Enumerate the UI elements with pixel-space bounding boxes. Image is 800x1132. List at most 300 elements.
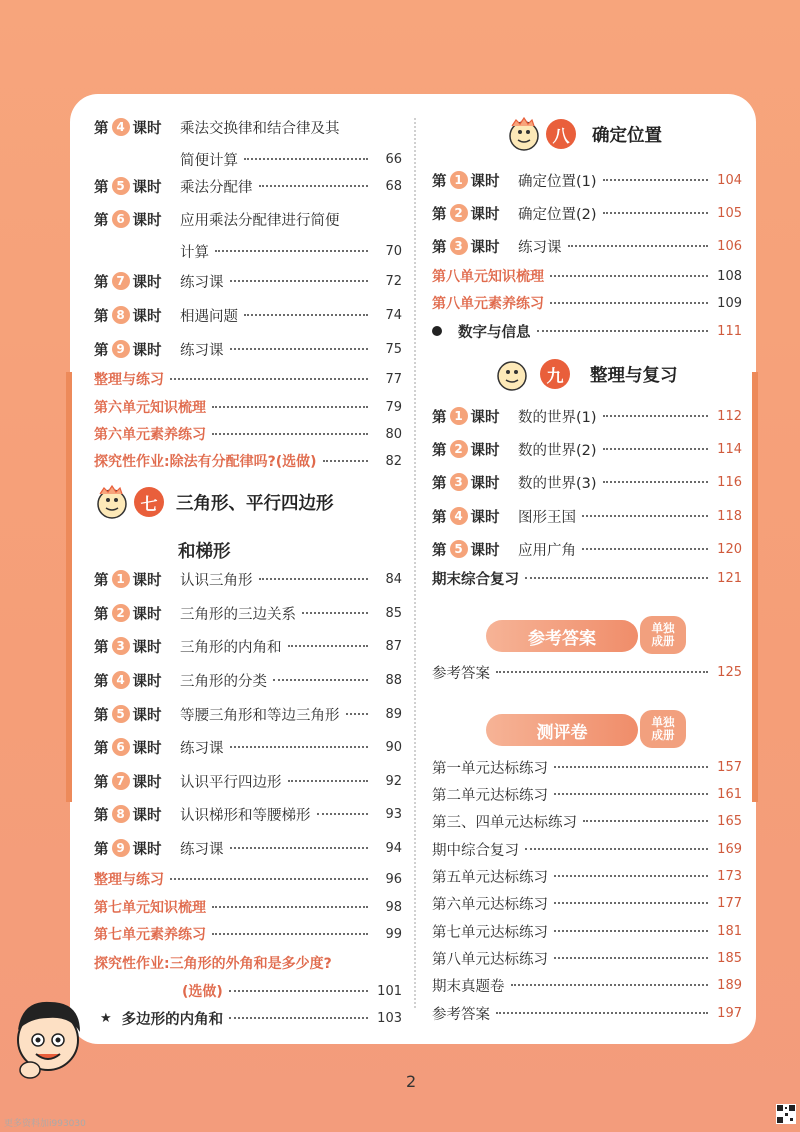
page-number: 120	[717, 541, 742, 557]
tag-line2: 成册	[651, 634, 675, 648]
dot-leader	[212, 933, 368, 935]
bullet-icon	[432, 326, 442, 336]
lesson-suffix: 课时	[470, 442, 500, 459]
page-number: 99	[385, 926, 402, 942]
answers-separate-tag	[640, 616, 686, 654]
toc-row	[94, 448, 402, 474]
qr-code-icon	[776, 1104, 796, 1124]
toc-entry-title: 三角形的内角和	[180, 639, 282, 656]
toc-entry-title: 等腰三角形和等边三角形	[180, 707, 340, 724]
tag-line1: 单独	[651, 621, 675, 635]
lesson-label	[94, 737, 180, 758]
toc-row	[432, 781, 742, 807]
lesson-suffix: 课时	[132, 274, 162, 291]
lesson-prefix: 第	[94, 606, 109, 623]
dot-leader	[212, 906, 368, 908]
lesson-label	[94, 771, 180, 792]
lesson-label	[94, 838, 180, 859]
lesson-prefix: 第	[432, 442, 447, 459]
lesson-number-badge: 4	[112, 118, 130, 136]
lesson-number-badge: 2	[450, 204, 468, 222]
dot-leader	[496, 1012, 708, 1014]
lesson-suffix: 课时	[132, 342, 162, 359]
page-number: 108	[717, 268, 742, 284]
page-number: 92	[385, 773, 402, 789]
lesson-label	[94, 176, 180, 197]
lesson-number-badge: 1	[450, 171, 468, 189]
dot-leader	[582, 515, 708, 517]
lesson-number-badge: 2	[112, 604, 130, 622]
lesson-number-badge: 9	[112, 340, 130, 358]
lesson-prefix: 第	[94, 342, 109, 359]
lesson-prefix: 第	[432, 509, 447, 526]
page-number: 114	[717, 441, 742, 457]
lesson-label	[432, 170, 518, 191]
test-section-pill: 测评卷	[486, 714, 638, 746]
lesson-suffix: 课时	[132, 841, 162, 858]
toc-entry-title: 第六单元素养练习	[94, 427, 206, 443]
lesson-suffix: 课时	[132, 120, 162, 137]
lesson-label	[94, 569, 180, 590]
toc-row	[432, 945, 742, 971]
lesson-number-badge: 6	[112, 738, 130, 756]
dot-leader	[230, 746, 369, 748]
page-number: 98	[385, 899, 402, 915]
lesson-label	[94, 603, 180, 624]
page-number: 94	[385, 840, 402, 856]
page-number: 177	[717, 895, 742, 911]
lesson-label	[432, 406, 518, 427]
dot-leader	[212, 433, 368, 435]
right-accent-bar	[752, 372, 758, 802]
unit7-badge: 七	[134, 487, 164, 517]
dot-leader	[554, 793, 708, 795]
dot-leader	[346, 713, 369, 715]
dot-leader	[582, 548, 708, 550]
page-number: 74	[385, 307, 402, 323]
lesson-label	[432, 506, 518, 527]
lesson-label	[94, 305, 180, 326]
lesson-suffix: 课时	[470, 173, 500, 190]
toc-entry-title: 认识梯形和等腰梯形	[180, 807, 311, 824]
lesson-suffix: 课时	[132, 572, 162, 589]
lesson-prefix: 第	[432, 542, 447, 559]
lesson-suffix: 课时	[470, 475, 500, 492]
lesson-prefix: 第	[432, 475, 447, 492]
toc-row	[432, 469, 742, 495]
lesson-number-badge: 3	[450, 473, 468, 491]
toc-row	[432, 436, 742, 462]
toc-entry-title: 第八单元素养练习	[432, 296, 544, 312]
toc-row	[94, 835, 402, 861]
toc-row	[432, 836, 742, 862]
lesson-number-badge: 1	[112, 570, 130, 588]
toc-row	[432, 403, 742, 429]
lesson-number-badge: 4	[112, 671, 130, 689]
toc-entry-title: 第一单元达标练习	[432, 760, 548, 777]
page-number: 173	[717, 868, 742, 884]
toc-entry-title: 确定位置(1)	[518, 173, 597, 190]
tag-line1: 单独	[651, 715, 675, 729]
dot-leader	[170, 378, 368, 380]
toc-row	[94, 394, 402, 420]
dot-leader	[537, 330, 709, 332]
toc-row	[94, 268, 402, 294]
page-number: 101	[377, 983, 402, 999]
toc-row	[94, 734, 402, 760]
page-number: 85	[385, 605, 402, 621]
toc-row	[432, 808, 742, 834]
toc-row	[432, 972, 742, 998]
unit7-header	[92, 480, 334, 524]
lesson-suffix: 课时	[132, 673, 162, 690]
lesson-suffix: 课时	[470, 409, 500, 426]
page-number: 2	[406, 1072, 417, 1091]
answers-section-pill: 参考答案	[486, 620, 638, 652]
lesson-suffix: 课时	[470, 542, 500, 559]
dot-leader	[302, 612, 368, 614]
lesson-suffix: 课时	[132, 179, 162, 196]
toc-row	[432, 503, 742, 529]
toc-row-continuation	[180, 146, 402, 172]
page-number: 161	[717, 786, 742, 802]
dot-leader	[550, 302, 708, 304]
toc-entry-title: 多边形的内角和	[121, 1011, 224, 1028]
dot-leader	[554, 930, 708, 932]
lesson-prefix: 第	[94, 707, 109, 724]
page-number: 121	[717, 570, 742, 586]
toc-row	[94, 701, 402, 727]
toc-entry-title: 第五单元达标练习	[432, 869, 548, 886]
unit9-title: 整理与复习	[590, 365, 678, 386]
dot-leader	[288, 645, 369, 647]
page-number: 90	[385, 739, 402, 755]
lesson-prefix: 第	[94, 212, 109, 229]
toc-entry-title: 认识平行四边形	[180, 774, 282, 791]
toc-row	[94, 768, 402, 794]
toc-entry-title: 练习课	[518, 239, 562, 256]
toc-entry-title: 第六单元达标练习	[432, 896, 548, 913]
toc-row	[94, 114, 402, 140]
page-number: 109	[717, 295, 742, 311]
toc-entry-title: 数的世界(3)	[518, 475, 597, 492]
lesson-suffix: 课时	[470, 206, 500, 223]
dot-leader	[603, 212, 708, 214]
lesson-suffix: 课时	[470, 509, 500, 526]
toc-row	[432, 233, 742, 259]
lesson-label	[94, 636, 180, 657]
toc-entry-title: 数的世界(2)	[518, 442, 597, 459]
page-number: 169	[717, 841, 742, 857]
lesson-number-badge: 3	[112, 637, 130, 655]
toc-row	[94, 801, 402, 827]
lesson-label	[432, 439, 518, 460]
toc-entry-title: 三角形的分类	[180, 673, 267, 690]
toc-entry-title: 整理与练习	[94, 872, 164, 888]
unit7-title: 三角形、平行四边形	[176, 493, 334, 514]
dinosaur-mascot-icon	[492, 352, 534, 396]
dot-leader	[554, 957, 708, 959]
dot-leader	[603, 481, 708, 483]
unit7-title-line2: 和梯形	[178, 542, 231, 562]
lesson-number-badge: 5	[112, 177, 130, 195]
dot-leader	[603, 448, 708, 450]
lesson-prefix: 第	[94, 807, 109, 824]
lesson-prefix: 第	[94, 740, 109, 757]
lesson-number-badge: 4	[450, 507, 468, 525]
toc-row	[432, 754, 742, 780]
toc-entry-title-cont: 计算	[180, 244, 209, 261]
lesson-number-badge: 2	[450, 440, 468, 458]
toc-entry-title: 应用乘法分配律进行简便	[180, 212, 340, 229]
toc-row	[100, 1005, 402, 1031]
boy-mascot-icon	[0, 988, 96, 1088]
page-number: 181	[717, 923, 742, 939]
lesson-prefix: 第	[94, 774, 109, 791]
dot-leader	[603, 179, 708, 181]
lesson-suffix: 课时	[132, 639, 162, 656]
dot-leader	[525, 848, 708, 850]
toc-entry-title: 乘法交换律和结合律及其	[180, 120, 340, 137]
dot-leader	[230, 847, 369, 849]
dot-leader	[273, 679, 368, 681]
lesson-label	[94, 209, 180, 230]
lesson-number-badge: 8	[112, 306, 130, 324]
page-number: 189	[717, 977, 742, 993]
unit8-badge: 八	[546, 119, 576, 149]
toc-entry-title: 第七单元素养练习	[94, 927, 206, 943]
toc-entry-title: 三角形的三边关系	[180, 606, 296, 623]
toc-row	[94, 421, 402, 447]
toc-row	[94, 173, 402, 199]
toc-entry-title: 相遇问题	[180, 308, 238, 325]
dot-leader	[603, 415, 708, 417]
lesson-number-badge: 3	[450, 237, 468, 255]
page-number: 116	[717, 474, 742, 490]
toc-row	[94, 866, 402, 892]
page-number: 165	[717, 813, 742, 829]
lesson-prefix: 第	[432, 206, 447, 223]
page-number: 70	[385, 243, 402, 259]
toc-row	[94, 366, 402, 392]
toc-entry-title: 第六单元知识梳理	[94, 400, 206, 416]
toc-entry-title: 练习课	[180, 841, 224, 858]
dinosaur-mascot-icon	[504, 112, 546, 156]
page-number: 84	[385, 571, 402, 587]
lesson-prefix: 第	[94, 673, 109, 690]
page-number: 68	[385, 178, 402, 194]
toc-entry-title: 第八单元达标练习	[432, 951, 548, 968]
lesson-prefix: 第	[94, 639, 109, 656]
dot-leader	[215, 250, 368, 252]
toc-entry-title: 确定位置(2)	[518, 206, 597, 223]
toc-entry-title: 乘法分配律	[180, 179, 253, 196]
toc-entry-title: 图形王国	[518, 509, 576, 526]
watermark-text: 更多资料加i993030	[4, 1119, 86, 1129]
page-number: 111	[717, 323, 742, 339]
dot-leader	[554, 875, 708, 877]
toc-entry-title: 数字与信息	[458, 324, 531, 341]
lesson-label	[94, 339, 180, 360]
page-number: 79	[385, 399, 402, 415]
lesson-number-badge: 7	[112, 272, 130, 290]
test-separate-tag	[640, 710, 686, 748]
lesson-prefix: 第	[94, 120, 109, 137]
toc-entry-title: 探究性作业:三角形的外角和是多少度?	[94, 956, 332, 972]
toc-entry-title: 第七单元达标练习	[432, 924, 548, 941]
toc-row	[94, 633, 402, 659]
star-icon: ★	[100, 1010, 112, 1026]
page-number: 80	[385, 426, 402, 442]
lesson-label	[94, 271, 180, 292]
column-divider	[414, 118, 416, 1008]
toc-entry-title: 参考答案	[432, 665, 490, 682]
toc-row	[432, 263, 742, 289]
page-number: 157	[717, 759, 742, 775]
toc-row	[432, 863, 742, 889]
page-number: 66	[385, 151, 402, 167]
toc-row-continuation	[180, 238, 402, 264]
page-number: 112	[717, 408, 742, 424]
toc-entry-title: 第三、四单元达标练习	[432, 814, 577, 831]
lesson-number-badge: 1	[450, 407, 468, 425]
page-number: 185	[717, 950, 742, 966]
unit8-title: 确定位置	[592, 125, 662, 146]
page-number: 106	[717, 238, 742, 254]
toc-row	[432, 167, 742, 193]
lesson-suffix: 课时	[132, 807, 162, 824]
page-number: 89	[385, 706, 402, 722]
dot-leader	[244, 314, 368, 316]
dot-leader	[554, 766, 708, 768]
dot-leader	[288, 780, 369, 782]
page-number: 75	[385, 341, 402, 357]
page-number: 77	[385, 371, 402, 387]
dot-leader	[229, 990, 368, 992]
toc-row	[432, 659, 742, 685]
dot-leader	[568, 245, 709, 247]
page-number: 96	[385, 871, 402, 887]
toc-row	[432, 918, 742, 944]
left-accent-bar	[66, 372, 72, 802]
toc-row	[432, 890, 742, 916]
toc-entry-title: 数的世界(1)	[518, 409, 597, 426]
tag-line2: 成册	[651, 728, 675, 742]
lesson-label	[94, 804, 180, 825]
page-number: 72	[385, 273, 402, 289]
lesson-prefix: 第	[94, 274, 109, 291]
unit9-badge: 九	[540, 359, 570, 389]
dot-leader	[323, 460, 368, 462]
dot-leader	[259, 185, 369, 187]
lesson-number-badge: 7	[112, 772, 130, 790]
page-number: 125	[717, 664, 742, 680]
dot-leader	[317, 813, 369, 815]
toc-entry-title: 整理与练习	[94, 372, 164, 388]
lesson-suffix: 课时	[132, 308, 162, 325]
dot-leader	[230, 348, 369, 350]
toc-entry-title: 期末真题卷	[432, 978, 505, 995]
lesson-prefix: 第	[94, 308, 109, 325]
page-number: 103	[377, 1010, 402, 1026]
dot-leader	[550, 275, 708, 277]
lesson-prefix: 第	[94, 179, 109, 196]
page-number: 197	[717, 1005, 742, 1021]
dot-leader	[511, 984, 709, 986]
dot-leader	[212, 406, 368, 408]
toc-row	[432, 536, 742, 562]
toc-row	[432, 200, 742, 226]
lesson-number-badge: 5	[112, 705, 130, 723]
toc-row	[432, 565, 742, 591]
page-number: 105	[717, 205, 742, 221]
toc-entry-title: 第二单元达标练习	[432, 787, 548, 804]
toc-entry-title-cont: (选做)	[182, 984, 223, 1000]
page-number: 118	[717, 508, 742, 524]
dot-leader	[554, 902, 708, 904]
lesson-suffix: 课时	[132, 606, 162, 623]
lesson-prefix: 第	[432, 409, 447, 426]
dot-leader	[170, 878, 368, 880]
dot-leader	[583, 820, 708, 822]
unit9-header	[492, 352, 678, 396]
lesson-number-badge: 9	[112, 839, 130, 857]
toc-entry-title-cont: 简便计算	[180, 152, 238, 169]
page-number: 87	[385, 638, 402, 654]
lesson-suffix: 课时	[132, 707, 162, 724]
toc-row-continuation	[182, 978, 402, 1004]
toc-entry-title: 第八单元知识梳理	[432, 269, 544, 285]
page-number: 88	[385, 672, 402, 688]
toc-row	[94, 950, 402, 976]
toc-row	[94, 600, 402, 626]
toc-entry-title: 认识三角形	[180, 572, 253, 589]
toc-entry-title: 第七单元知识梳理	[94, 900, 206, 916]
toc-row	[94, 302, 402, 328]
toc-entry-title: 练习课	[180, 740, 224, 757]
unit8-header	[504, 112, 662, 156]
toc-row	[94, 921, 402, 947]
lesson-suffix: 课时	[132, 212, 162, 229]
lesson-number-badge: 8	[112, 805, 130, 823]
dot-leader	[230, 280, 369, 282]
toc-row	[94, 206, 402, 232]
toc-row	[94, 566, 402, 592]
lesson-label	[432, 236, 518, 257]
toc-entry-title: 应用广角	[518, 542, 576, 559]
dinosaur-mascot-icon	[92, 480, 134, 524]
lesson-number-badge: 6	[112, 210, 130, 228]
lesson-prefix: 第	[94, 572, 109, 589]
dot-leader	[496, 671, 708, 673]
lesson-label	[432, 539, 518, 560]
toc-entry-title: 期末综合复习	[432, 571, 519, 588]
dot-leader	[244, 158, 368, 160]
lesson-suffix: 课时	[132, 740, 162, 757]
lesson-label	[432, 203, 518, 224]
lesson-label	[94, 670, 180, 691]
page-number: 104	[717, 172, 742, 188]
lesson-suffix: 课时	[470, 239, 500, 256]
dot-leader	[259, 578, 369, 580]
toc-entry-title: 练习课	[180, 274, 224, 291]
toc-entry-title: 探究性作业:除法有分配律吗?(选做)	[94, 454, 317, 470]
toc-row	[94, 336, 402, 362]
dot-leader	[229, 1017, 368, 1019]
toc-row	[432, 290, 742, 316]
lesson-prefix: 第	[94, 841, 109, 858]
lesson-suffix: 课时	[132, 774, 162, 791]
